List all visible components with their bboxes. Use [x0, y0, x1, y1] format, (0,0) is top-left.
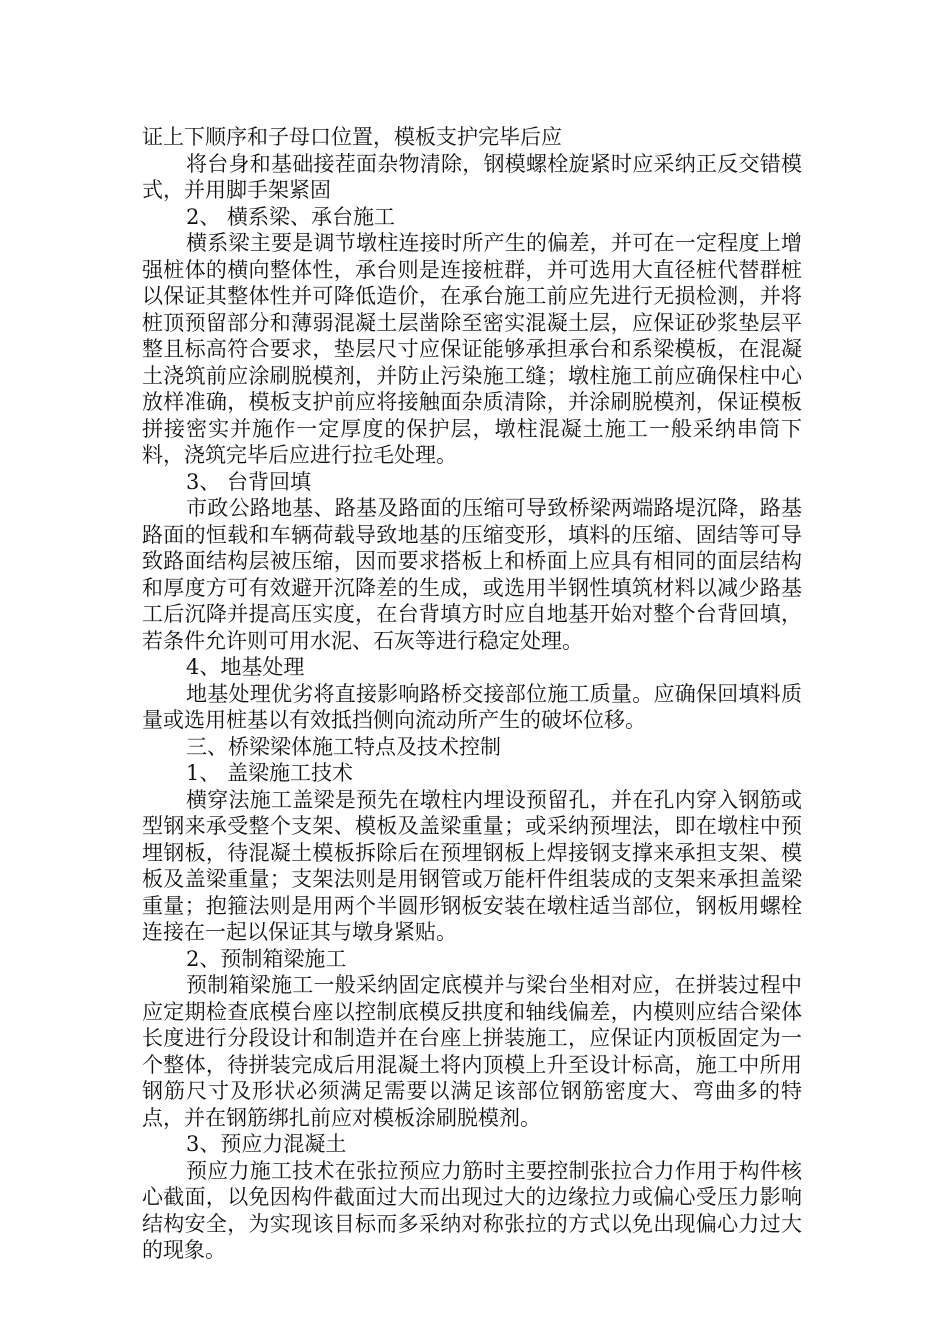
paragraph-backfill: 市政公路地基、路基及路面的压缩可导致桥梁两端路堤沉降，路基路面的恒载和车辆荷载导致地基的压缩变形，填料的压缩、固结等可导致路面结构层被压缩，因而要求搭板上和桥面上应具有相同的面层结构和厚度方可有效避开沉降差的生成，或选用半钢性填筑材料以减少路基工后沉降并提高压实度，在台背填方时应自地基开始对整个台背回填，若条件允许则可用水泥、石灰等进行稳定处理。	[142, 496, 802, 653]
section-heading-cap-beam: 1、 盖梁施工技术	[186, 761, 354, 785]
section-heading-tie-beam: 2、 横系梁、承台施工	[186, 204, 396, 229]
chapter-heading-beam-construction: 三、桥梁梁体施工特点及技术控制	[186, 734, 501, 759]
paragraph-prestressed: 预应力施工技术在张拉预应力筋时主要控制张拉合力作用于构件核心截面，以免因构件截面过大而出现过大的边缘拉力或偏心受压力影响结构安全，为实现该目标而多采纳对称张拉的方式以免出现偏心力过大的现象。	[142, 1158, 802, 1262]
document-body	[142, 124, 802, 1264]
paragraph-continuation: 证上下顺序和子母口位置，模板支护完毕后应	[142, 125, 562, 149]
paragraph-tie-beam: 横系梁主要是调节墩柱连接时所产生的偏差，并可在一定程度上增强桩体的横向整体性，承台则是连接桩群，并可选用大直径桩代替群桩以保证其整体性并可降低造价，在承台施工前应先进行无损检测，并将桩顶预留部分和薄弱混凝土层凿除至密实混凝土层，应保证砂浆垫层平整且标高符合要求，垫层尺寸应保证能够承担承台和系梁模板，在混凝土浇筑前应涂刷脱模剂，并防止污染施工缝；墩柱施工前应确保柱中心放样准确，模板支护前应将接触面杂质清除，并涂刷脱模剂，保证模板拼接密实并施作一定厚度的保护层，墩柱混凝土施工一般采纳串筒下料，浇筑完毕后应进行拉毛处理。	[142, 231, 802, 467]
paragraph-formwork-cleaning: 将台身和基础接茬面杂物清除，钢模螺栓旋紧时应采纳正反交错模式，并用脚手架紧固	[142, 151, 802, 202]
section-heading-box-girder: 2、预制箱梁施工	[186, 946, 347, 971]
section-heading-foundation: 4、地基处理	[186, 655, 305, 679]
section-heading-prestressed: 3、预应力混凝土	[186, 1132, 347, 1156]
paragraph-foundation: 地基处理优劣将直接影响路桥交接部位施工质量。应确保回填料质量或选用桩基以有效抵挡侧向流动所产生的破坏位移。	[142, 681, 802, 732]
paragraph-box-girder: 预制箱梁施工一般采纳固定底模并与梁台坐相对应，在拼装过程中应定期检查底模台座以控制底模反拱度和轴线偏差，内模则应结合梁体长度进行分段设计和制造并在台座上拼装施工，应保证内顶板固定为一个整体，待拼装完成后用混凝土将内顶模上升至设计标高，施工中所用钢筋尺寸及形状必须满足需要以满足该部位钢筋密度大、弯曲多的特点，并在钢筋绑扎前应对模板涂刷脱模剂。	[142, 973, 802, 1130]
paragraph-cap-beam: 横穿法施工盖梁是预先在墩柱内埋设预留孔，并在孔内穿入钢筋或型钢来承受整个支架、模板及盖梁重量；或采纳预埋法，即在墩柱中预埋钢板，待混凝土模板拆除后在预埋钢板上焊接钢支撑来承担支架、模板及盖梁重量；支架法则是用钢管或万能杆件组装成的支架来承担盖梁重量；抱箍法则是用两个半圆形钢板安装在墩柱适当部位，钢板用螺栓连接在一起以保证其与墩身紧贴。	[142, 787, 802, 944]
section-heading-backfill: 3、 台背回填	[186, 469, 312, 494]
